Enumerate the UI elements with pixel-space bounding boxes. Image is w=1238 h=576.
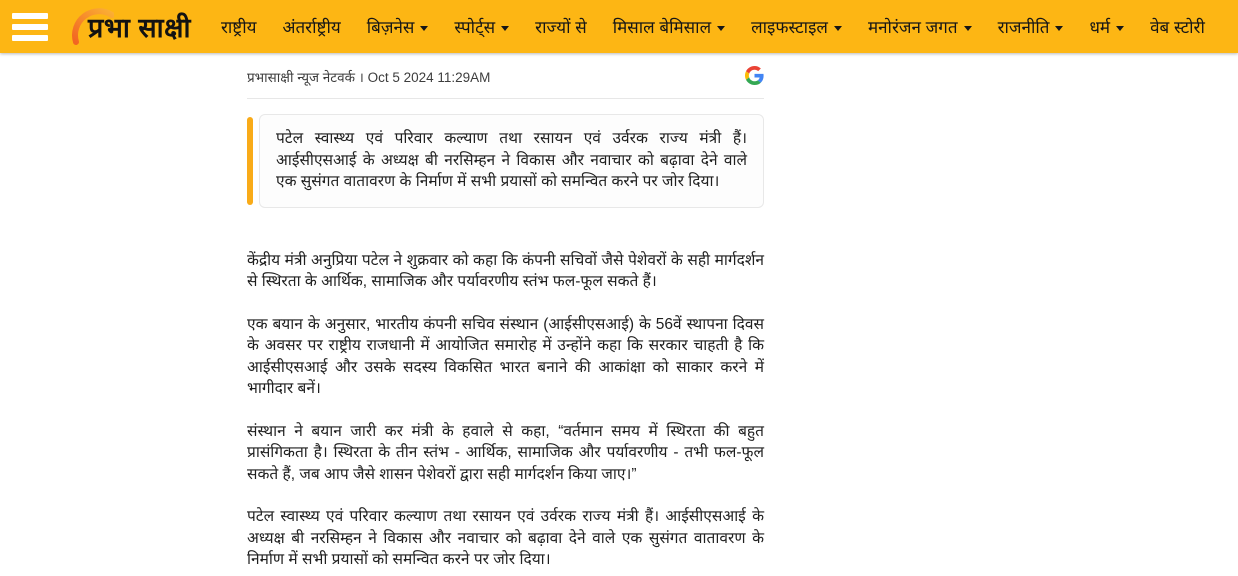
- quote-text: पटेल स्वास्थ्य एवं परिवार कल्याण तथा रसायन एवं उर्वरक राज्य मंत्री हैं। आईसीएसआई के अध्यक्ष बी नरसिम्हन ने विकास और नवाचार को बढ़ावा देने वाले एक सुसंगत वातावरण के निर्माण में सभी प्रयासों को समन्वित करने पर जोर दिया।: [259, 114, 764, 208]
- nav-item-entertainment[interactable]: मनोरंजन जगत: [868, 15, 972, 38]
- article-paragraph: एक बयान के अनुसार, भारतीय कंपनी सचिव संस्थान (आईसीएसआई) के 56वें स्थापना दिवस के अवसर पर राष्ट्रीय राजधानी में आयोजित समारोह में उन्होंने कहा कि सरकार चाहती है कि आईसीएसआई और उसके सदस्य विकसित भारत बनाने की आकांक्षा को साकार करने में भागीदार बनें।: [247, 315, 764, 397]
- article-highlight-quote: [247, 114, 764, 208]
- nav-item-web-story[interactable]: वेब स्टोरी: [1150, 18, 1205, 37]
- chevron-down-icon: [1055, 26, 1063, 31]
- nav-item-dharma[interactable]: धर्म: [1089, 15, 1124, 38]
- google-news-follow-button[interactable]: [745, 66, 764, 88]
- article-paragraph: केंद्रीय मंत्री अनुप्रिया पटेल ने शुक्रवार को कहा कि कंपनी सचिवों जैसे पेशेवरों के सही मार्गदर्शन से स्थिरता के आर्थिक, सामाजिक और पर्यावरणीय स्तंभ फल-फूल सकते हैं।: [247, 251, 764, 290]
- chevron-down-icon: [834, 26, 842, 31]
- article-paragraph: संस्थान ने बयान जारी कर मंत्री के हवाले से कहा, “वर्तमान समय में स्थिरता की बहुत प्रासंगिकता है। स्थिरता के तीन स्तंभ - आर्थिक, सामाजिक और पर्यावरणीय - तभी फल-फूल सकते हैं, जब आप जैसे शासन पेशेवरों द्वारा सही मार्गदर्शन किया जाए।”: [247, 422, 764, 483]
- chevron-down-icon: [964, 26, 972, 31]
- byline-divider: [247, 98, 764, 99]
- nav-item-sports[interactable]: स्पोर्ट्स: [454, 15, 509, 38]
- nav-item-politics[interactable]: राजनीति: [998, 15, 1064, 38]
- nav-item-misaal-bemisaal[interactable]: मिसाल बेमिसाल: [613, 15, 725, 38]
- main-navigation: [221, 15, 1205, 38]
- google-g-icon: [745, 66, 764, 88]
- chevron-down-icon: [717, 26, 725, 31]
- article-paragraph: पटेल स्वास्थ्य एवं परिवार कल्याण तथा रसायन एवं उर्वरक राज्य मंत्री हैं। आईसीएसआई के अध्यक्ष बी नरसिम्हन ने विकास और नवाचार को बढ़ावा देने वाले एक सुसंगत वातावरण के निर्माण में सभी प्रयासों को समन्वित करने पर जोर दिया।: [247, 508, 764, 568]
- chevron-down-icon: [501, 26, 509, 31]
- chevron-down-icon: [1116, 26, 1124, 31]
- site-logo[interactable]: [74, 4, 191, 50]
- logo-flame-icon: [68, 2, 114, 51]
- hamburger-bar: [12, 13, 48, 19]
- article-byline: प्रभासाक्षी न्यूज नेटवर्क । Oct 5 2024 11:29AM: [247, 70, 491, 85]
- article-page: [0, 53, 1238, 571]
- nav-item-national[interactable]: राष्ट्रीय: [220, 18, 257, 37]
- nav-item-lifestyle[interactable]: लाइफस्टाइल: [751, 15, 842, 38]
- nav-item-international[interactable]: अंतर्राष्ट्रीय: [282, 18, 341, 37]
- hamburger-bar: [12, 24, 48, 30]
- hamburger-bar: [12, 35, 48, 41]
- byline-row: [247, 64, 764, 98]
- nav-item-business[interactable]: बिज़नेस: [367, 15, 429, 38]
- nav-item-from-states[interactable]: राज्यों से: [535, 18, 587, 37]
- top-navbar: [0, 0, 1238, 53]
- quote-accent-bar: [247, 117, 253, 205]
- article-column: [247, 53, 764, 571]
- hamburger-menu-icon[interactable]: [10, 9, 50, 45]
- chevron-down-icon: [420, 26, 428, 31]
- site-logo-text: प्रभा साक्षी: [88, 12, 191, 43]
